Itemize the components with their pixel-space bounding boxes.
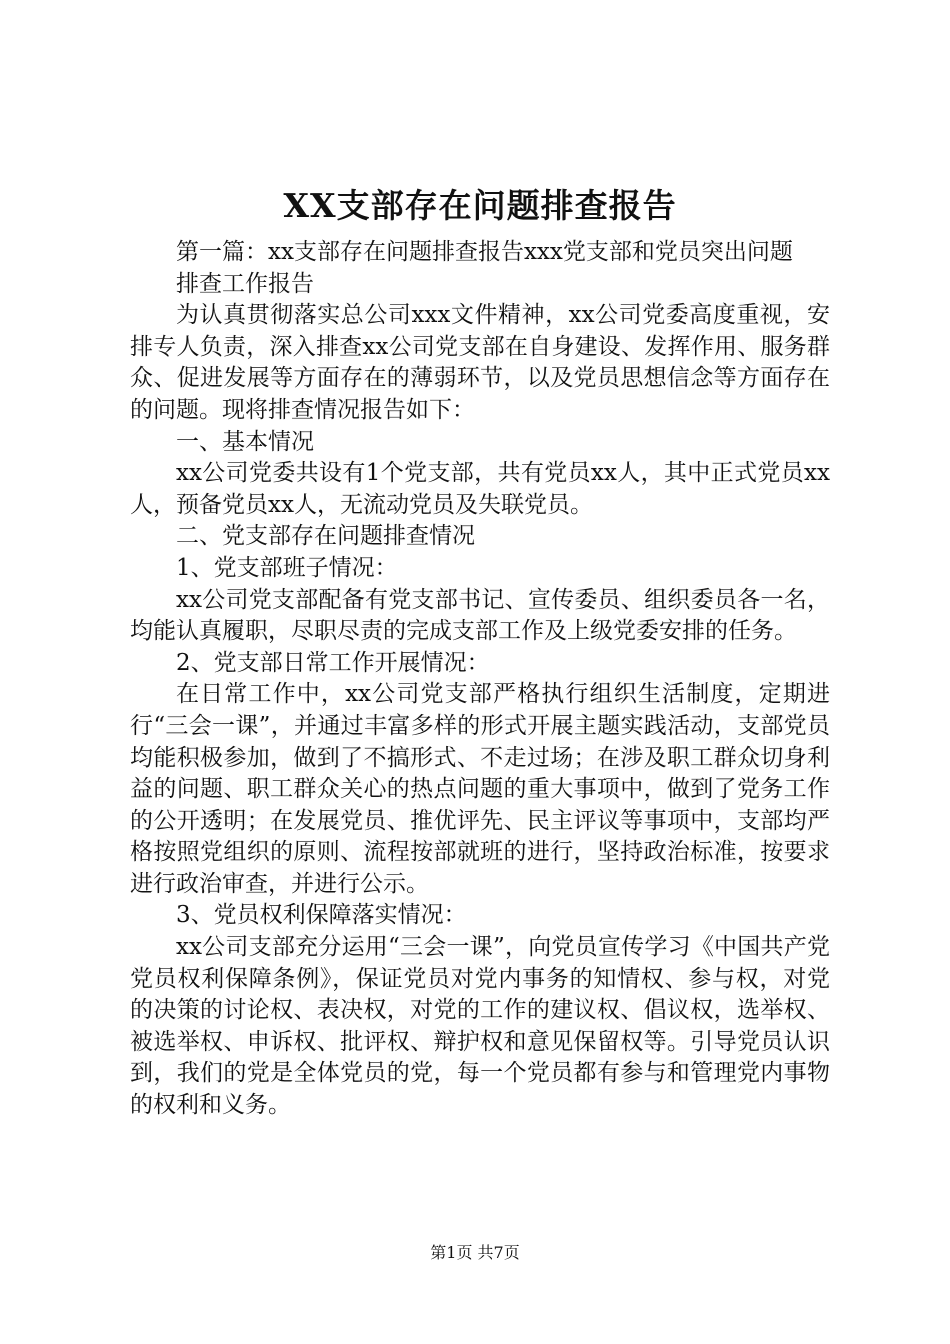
paragraph: 排查工作报告 — [176, 270, 314, 297]
paragraph: xx公司支部充分运用“三会一课”，向党员宣传学习《中国共产党党员权利保障条例》，保证党员对党内事务的知情权、参与权，对党的决策的讨论权、表决权，对党的工作的建议权、倡议权，选举权、被选举权、申诉权、批评权、辩护权和意见保留权等。引导党员认识到，我们的党是全体党员的党，每一个党员都有参与和管理党内事物的权利和义务。 — [130, 934, 830, 1119]
subsection-heading: 2、党支部日常工作开展情况： — [176, 649, 490, 676]
page-footer: 第1页 共7页 — [430, 1243, 520, 1262]
paragraph: xx公司党支部配备有党支部书记、宣传委员、组织委员各一名，均能认真履职，尽职尽责的完成支部工作及上级党委安排的任务。 — [130, 586, 830, 645]
paragraph: 在日常工作中，xx公司党支部严格执行组织生活制度，定期进行“三会一课”，并通过丰富多样的形式开展主题实践活动，支部党员均能积极参加，做到了不搞形式、不走过场；在涉及职工群众切身利益的问题、职工群众关心的热点问题的重大事项中，做到了党务工作的公开透明；在发展党员、推优评先、民主评议等事项中，支部均严格按照党组织的原则、流程按部就班的进行，坚持政治标准，按要求进行政治审查，并进行公示。 — [130, 681, 830, 897]
paragraph: 第一篇：xx支部存在问题排查报告xxx党支部和党员突出问题 — [176, 239, 793, 265]
section-heading: 一、基本情况 — [176, 428, 314, 455]
document-title: XX支部存在问题排查报告 — [283, 186, 677, 225]
document-body — [130, 237, 830, 1122]
paragraph: xx公司党委共设有1个党支部，共有党员xx人，其中正式党员xx人，预备党员xx人，无流动党员及失联党员。 — [130, 460, 830, 518]
paragraph: 为认真贯彻落实总公司xxx文件精神，xx公司党委高度重视，安排专人负责，深入排查xx公司党支部在自身建设、发挥作用、服务群众、促进发展等方面存在的薄弱环节，以及党员思想信念等方面存在的问题。现将排查情况报告如下： — [130, 302, 830, 423]
section-heading: 二、党支部存在问题排查情况 — [176, 523, 475, 550]
subsection-heading: 1、党支部班子情况： — [176, 554, 398, 581]
subsection-heading: 3、党员权利保障落实情况： — [176, 902, 467, 929]
